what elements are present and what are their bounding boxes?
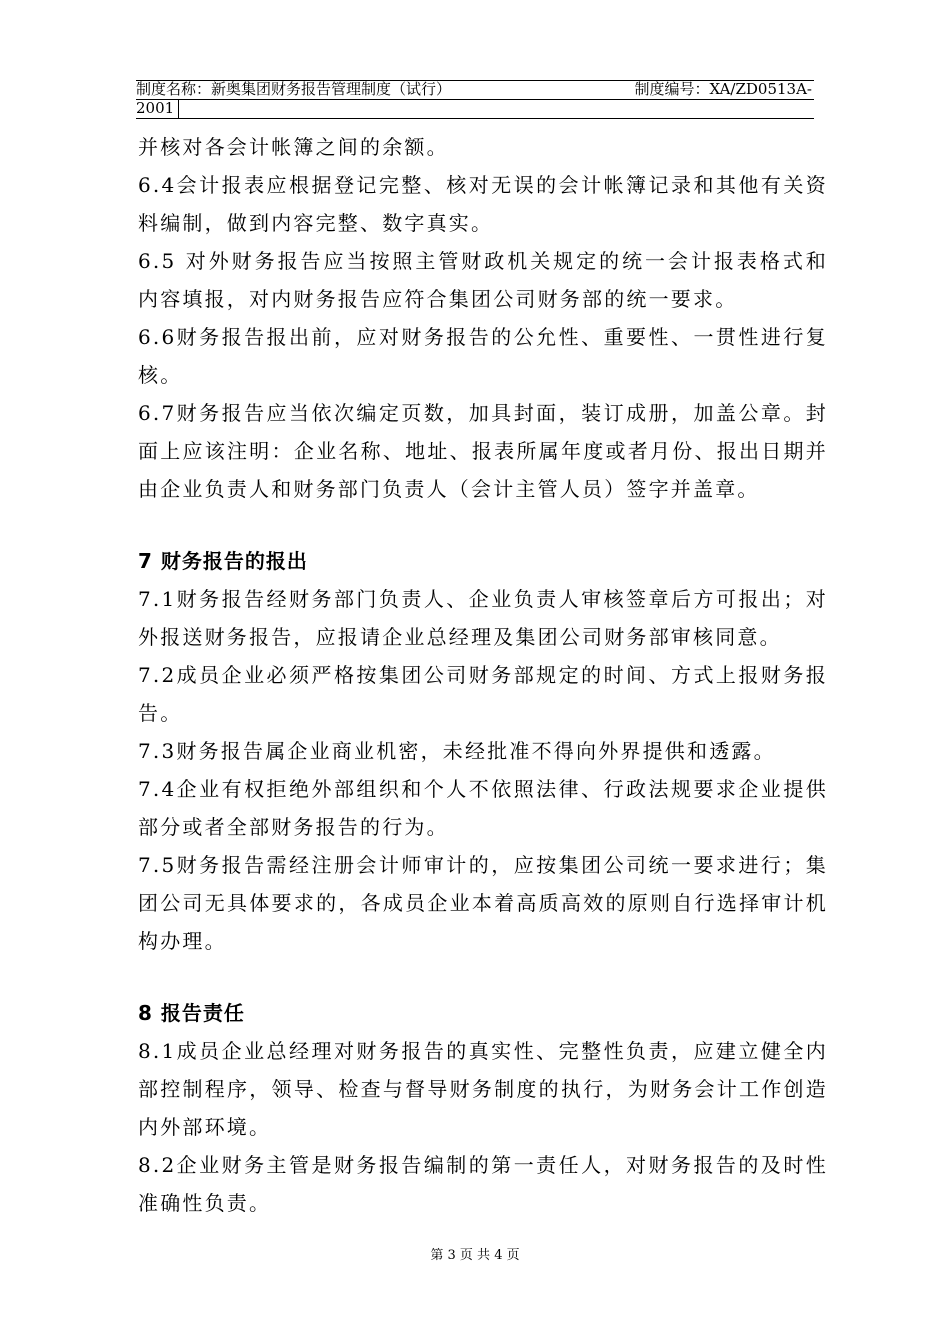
paragraph-7-1: 7.1财务报告经财务部门负责人、企业负责人审核签章后方可报出；对外报送财务报告，应报请企业总经理及集团公司财务部审核同意。 (138, 587, 828, 649)
paragraph-6-6: 6.6财务报告报出前，应对财务报告的公允性、重要性、一贯性进行复核。 (138, 325, 828, 387)
page-header (136, 80, 814, 119)
paragraph-6-7: 6.7财务报告应当依次编定页数，加具封面，装订成册，加盖公章。封面上应该注明：企业名称、地址、报表所属年度或者月份、报出日期并由企业负责人和财务部门负责人（会计主管人员）签字并盖章。 (138, 401, 828, 501)
paragraph-6-4: 6.4会计报表应根据登记完整、核对无误的会计帐簿记录和其他有关资料编制，做到内容完整、数字真实。 (138, 173, 828, 235)
paragraph: 并核对各会计帐簿之间的余额。 (138, 135, 449, 159)
section-heading-7: 7 财务报告的报出 (138, 549, 308, 573)
document-title: 制度名称：新奥集团财务报告管理制度（试行） (136, 80, 452, 98)
document-code-continued: 2001 (136, 100, 179, 118)
document-body (138, 128, 828, 1222)
paragraph-7-3: 7.3财务报告属企业商业机密，未经批准不得向外界提供和透露。 (138, 739, 776, 763)
paragraph-7-2: 7.2成员企业必须严格按集团公司财务部规定的时间、方式上报财务报告。 (138, 663, 828, 725)
page-footer: 第 3 页 共 4 页 (430, 1248, 520, 1263)
header-row (136, 80, 814, 100)
section-spacer (138, 508, 828, 542)
paragraph-8-1: 8.1成员企业总经理对财务报告的真实性、完整性负责，应建立健全内部控制程序，领导、检查与督导财务制度的执行，为财务会计工作创造内外部环境。 (138, 1039, 828, 1139)
paragraph-7-4: 7.4企业有权拒绝外部组织和个人不依照法律、行政法规要求企业提供部分或者全部财务报告的行为。 (138, 777, 828, 839)
paragraph-8-2: 8.2企业财务主管是财务报告编制的第一责任人，对财务报告的及时性准确性负责。 (138, 1153, 828, 1215)
paragraph-6-5: 6.5 对外财务报告应当按照主管财政机关规定的统一会计报表格式和内容填报，对内财务报告应符合集团公司财务部的统一要求。 (138, 249, 828, 311)
section-spacer (138, 960, 828, 994)
section-heading-8: 8 报告责任 (138, 1001, 245, 1025)
document-code: 制度编号：XA/ZD0513A- (634, 80, 812, 98)
paragraph-7-5: 7.5财务报告需经注册会计师审计的，应按集团公司统一要求进行；集团公司无具体要求的，各成员企业本着高质高效的原则自行选择审计机构办理。 (138, 853, 828, 953)
header-row-continued (136, 100, 814, 119)
